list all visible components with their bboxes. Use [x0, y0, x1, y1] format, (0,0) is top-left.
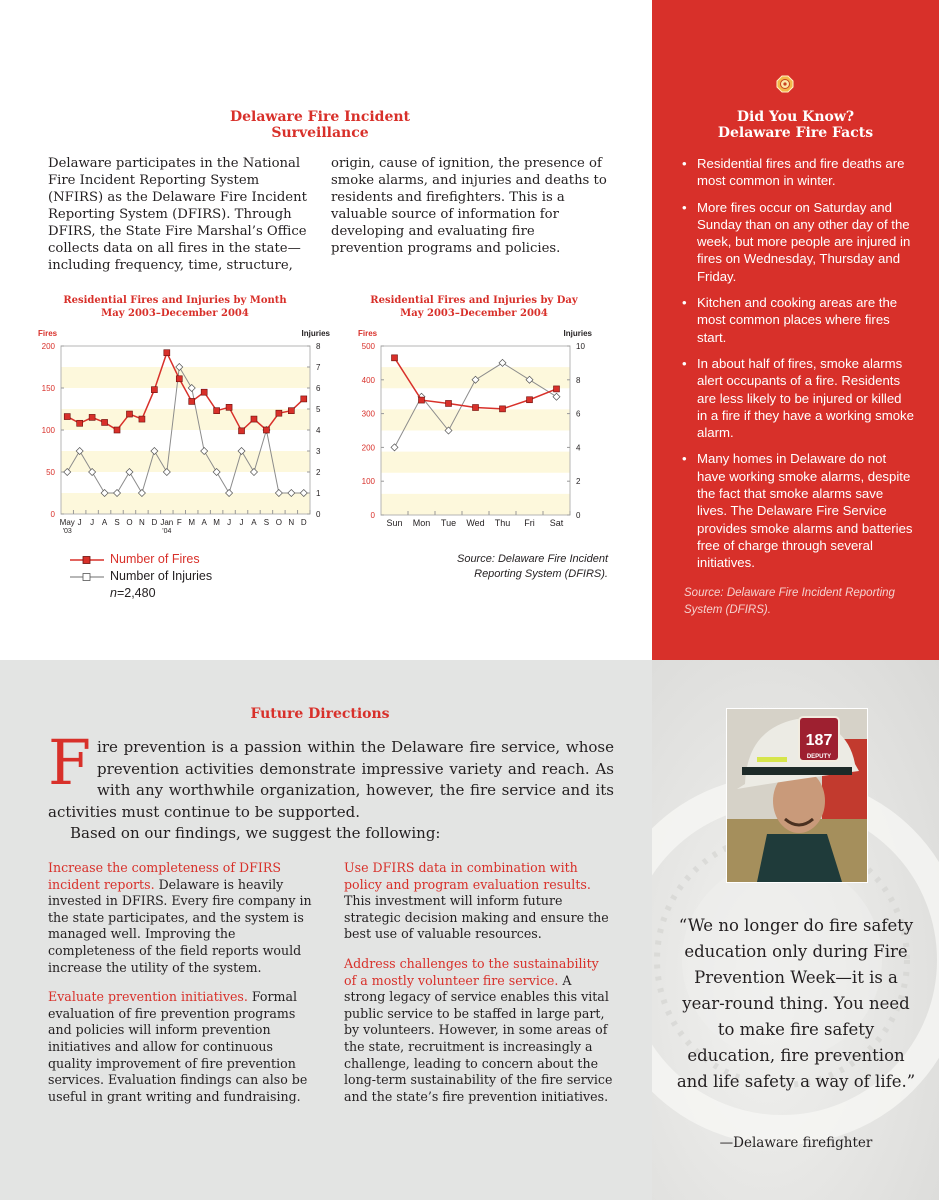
fire-facts-title — [652, 109, 939, 141]
recommendation-heading: Address challenges to the sustainability of a mostly volunteer fire service. — [344, 955, 599, 988]
title-line-1: Delaware Fire Incident — [229, 109, 411, 125]
svg-text:0: 0 — [370, 511, 375, 520]
svg-text:O: O — [275, 518, 282, 527]
recommendation-body: A strong legacy of service enables this vital public service to be staffed in large part, by volunteers. However, in some areas of the state, recruitment is increasingly a challenge, leading to concern about the long-term sustainability of the fire service and the state’s fire prevention initiatives. — [344, 972, 613, 1104]
day-chart-title — [345, 294, 603, 320]
svg-text:6: 6 — [576, 409, 581, 419]
svg-text:500: 500 — [361, 342, 375, 351]
surveillance-title — [180, 109, 460, 141]
chart-source-line2: Reporting System (DFIRS). — [474, 568, 608, 580]
svg-text:5: 5 — [316, 405, 321, 414]
month-chart-title-line1: Residential Fires and Injuries by Month — [63, 295, 287, 306]
recommendation-body: This investment will inform future strategic decision making and ensure the best use of valuable resources. — [344, 893, 609, 942]
svg-text:May: May — [59, 518, 75, 527]
fact-item: • Residential fires and fire deaths are most common in winter. — [682, 155, 914, 190]
svg-text:300: 300 — [361, 409, 375, 419]
month-chart — [30, 326, 340, 541]
recommendation-item — [344, 860, 614, 943]
svg-text:8: 8 — [576, 375, 581, 385]
svg-text:3: 3 — [316, 447, 321, 456]
svg-text:Sat: Sat — [549, 518, 564, 528]
future-intro-2: Based on our findings, we suggest the following: — [70, 824, 441, 842]
month-chart-subtitle: May 2003–December 2004 — [101, 308, 249, 319]
svg-text:'03: '03 — [62, 528, 72, 535]
future-intro-text: ire prevention is a passion within the Delaware fire service, whose prevention activities demonstrate impressive variety and reach. As with any worthwhile organization, however, the fire service and its activities must continue to be supported. — [48, 738, 614, 821]
future-intro — [48, 726, 614, 823]
legend-fires-label: Number of Fires — [110, 552, 200, 566]
legend-injuries — [70, 568, 212, 585]
svg-text:4: 4 — [316, 426, 321, 435]
n-symbol: n — [110, 586, 117, 600]
svg-text:100: 100 — [361, 477, 375, 487]
quote-attribution: —Delaware firefighter — [719, 1135, 873, 1151]
svg-text:Fri: Fri — [524, 518, 535, 528]
firefighter-image — [727, 709, 867, 882]
chart-source — [420, 552, 608, 582]
svg-text:A: A — [201, 518, 207, 527]
svg-text:M: M — [213, 518, 220, 527]
day-left-axis-label: Fires — [358, 329, 378, 338]
fact-item: • Kitchen and cooking areas are the most common places where fires start. — [682, 294, 914, 346]
svg-text:150: 150 — [41, 384, 55, 393]
fact-item: • Many homes in Delaware do not have working smoke alarms, despite the fact that smoke alarms save lives. The Delaware Fire Service provides smoke alarms and batteries free of charge through several initiatives. — [682, 450, 914, 571]
svg-text:'04: '04 — [162, 528, 172, 535]
svg-text:0: 0 — [316, 510, 321, 519]
svg-text:D: D — [151, 518, 158, 527]
svg-text:200: 200 — [361, 443, 375, 453]
svg-text:6: 6 — [316, 384, 321, 393]
month-right-axis-label: Injuries — [301, 329, 330, 338]
svg-text:Mon: Mon — [412, 518, 431, 528]
svg-text:N: N — [288, 518, 295, 527]
day-right-axis-label: Injuries — [563, 329, 592, 338]
future-directions-title: Future Directions — [250, 706, 390, 722]
fire-alarm-icon — [776, 75, 794, 93]
recommendation-body: Delaware is heavily invested in DFIRS. Every fire company in the state participates, and the system is managed well. Improving the completeness of the field reports would increase the utility of the system. — [48, 876, 312, 975]
fire-facts-list — [682, 155, 914, 581]
fact-item: • In about half of fires, smoke alarms alert occupants of a fire. Residents are less likely to be injured or killed in a fire if they have a working smoke alarm. — [682, 355, 914, 441]
svg-text:J: J — [227, 518, 232, 527]
surveillance-col1: Delaware participates in the National Fire Incident Reporting System (NFIRS) as the Delaware Fire Incident Reporting System (DFIRS). Through DFIRS, the State Fire Marshal’s Office collects data on all fires in the state—including frequency, time, structure, — [48, 156, 307, 273]
recommendation-item — [48, 989, 318, 1105]
fire-facts-title-line2: Delaware Fire Facts — [717, 125, 874, 141]
day-chart — [350, 326, 610, 536]
svg-text:200: 200 — [41, 342, 55, 351]
svg-text:Wed: Wed — [466, 518, 485, 528]
recommendation-body: Formal evaluation of fire prevention programs and policies will inform prevention initiatives and allow for continuous quality improvement of fire prevention services. Evaluation findings can also be useful in grant writing and fundraising. — [48, 989, 308, 1104]
svg-text:0: 0 — [50, 510, 55, 519]
fires-line-square-icon — [70, 555, 104, 565]
day-plot-area — [362, 342, 586, 528]
svg-text:50: 50 — [46, 468, 55, 477]
svg-text:O: O — [126, 518, 133, 527]
fact-item: • More fires occur on Saturday and Sunday than on any other day of the week, but more people are injured in fires on Wednesday, Thursday and Friday. — [682, 199, 914, 285]
helmet-number: 187 — [805, 732, 833, 749]
svg-text:J: J — [90, 518, 95, 527]
recommendations-col2 — [344, 860, 614, 1118]
svg-text:N: N — [139, 518, 145, 527]
svg-text:D: D — [300, 518, 307, 527]
svg-text:S: S — [263, 518, 270, 527]
recommendation-heading: Increase the completeness of DFIRS incident reports. — [48, 860, 281, 892]
recommendation-item — [48, 860, 318, 976]
drop-cap: F — [48, 726, 92, 799]
injuries-line-square-icon — [70, 572, 104, 582]
firefighter-quote: “We no longer do fire safety education only during Fire Prevention Week—it is a year-round thing. You need to make fire safety education, fire prevention and life safety a way of life.” — [676, 916, 916, 1091]
month-plot-area — [42, 342, 321, 535]
fire-facts-title-line1: Did You Know? — [736, 109, 855, 125]
helmet-label: DEPUTY — [806, 754, 832, 760]
svg-text:400: 400 — [361, 375, 375, 385]
svg-text:A: A — [101, 518, 108, 527]
svg-text:Thu: Thu — [494, 518, 511, 528]
legend-fires — [70, 551, 212, 568]
svg-text:4: 4 — [576, 443, 581, 453]
fire-facts-source: Source: Delaware Fire Incident Reporting System (DFIRS). — [684, 587, 895, 616]
svg-text:1: 1 — [316, 489, 321, 498]
svg-text:F: F — [176, 518, 182, 527]
svg-text:M: M — [188, 518, 196, 527]
svg-text:100: 100 — [41, 426, 55, 435]
svg-text:2: 2 — [576, 477, 581, 487]
svg-text:Jan: Jan — [160, 518, 174, 527]
svg-text:Tue: Tue — [440, 518, 457, 528]
sample-size — [70, 585, 212, 602]
recommendation-heading: Use DFIRS data in combination with policy and program evaluation results. — [344, 860, 591, 892]
n-value: =2,480 — [116, 586, 156, 600]
recommendation-heading: Evaluate prevention initiatives. — [48, 989, 248, 1005]
month-left-axis-label: Fires — [38, 329, 58, 338]
month-chart-title — [40, 294, 310, 320]
svg-text:7: 7 — [316, 363, 321, 372]
recommendations-col1 — [48, 860, 318, 1118]
day-chart-subtitle: May 2003–December 2004 — [400, 308, 548, 319]
svg-text:J: J — [239, 518, 244, 527]
firefighter-photo — [726, 708, 868, 883]
svg-text:J: J — [77, 518, 82, 527]
day-chart-title-line1: Residential Fires and Injuries by Day — [370, 295, 578, 306]
svg-text:Sun: Sun — [386, 518, 403, 528]
svg-text:A: A — [251, 518, 257, 527]
surveillance-col2: origin, cause of ignition, the presence of smoke alarms, and injuries and deaths to residents and firefighters. This is a valuable source of information for developing and evaluating fire prevention programs and policies. — [331, 156, 607, 256]
title-line-2: Surveillance — [271, 125, 369, 141]
svg-text:10: 10 — [576, 342, 585, 351]
svg-text:2: 2 — [316, 468, 321, 477]
chart-source-line1: Source: Delaware Fire Incident — [456, 553, 608, 565]
svg-text:0: 0 — [576, 511, 581, 520]
svg-text:8: 8 — [316, 342, 321, 351]
legend-injuries-label: Number of Injuries — [110, 569, 213, 583]
svg-text:S: S — [114, 518, 120, 527]
chart-legend — [70, 551, 212, 602]
recommendation-item — [344, 956, 614, 1105]
